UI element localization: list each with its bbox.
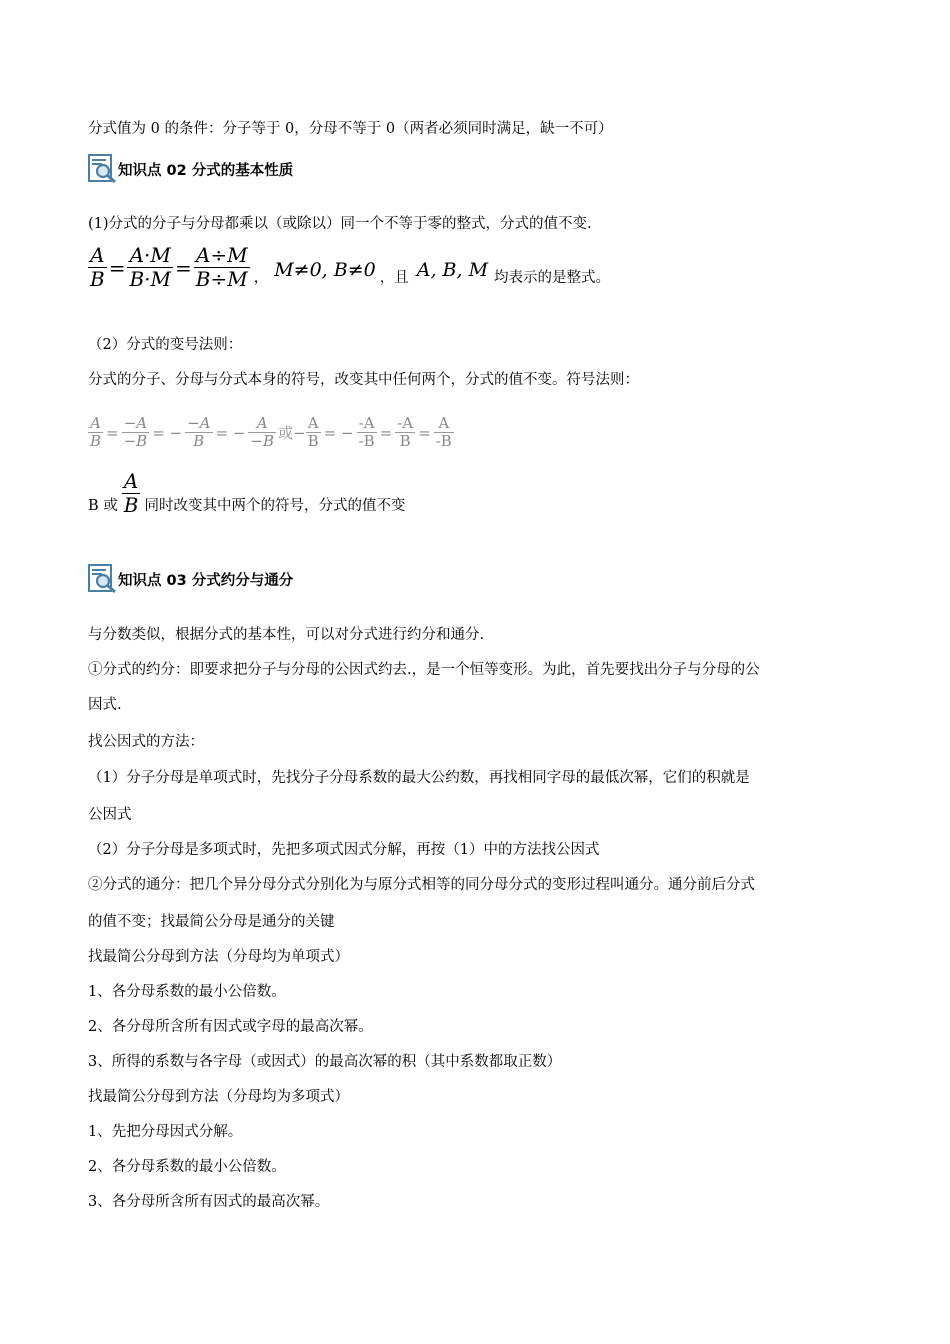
reduction-definition-cont: 因式.	[88, 697, 122, 713]
section-heading-03-label: 知识点 03 分式约分与通分	[118, 573, 294, 589]
fraction-nega-negb: $\frac{-A}{-B}$	[123, 414, 148, 451]
lcd-monomial-step-3: 3、所得的系数与各字母（或因式）的最高次幂的积（其中系数都取正数）	[88, 1054, 562, 1070]
fraction-adivm-bdivm: $\frac{A\div M}{B\div M}$	[195, 243, 248, 291]
variables-abm: A, B, M	[416, 259, 489, 281]
sign-change-note: B 或 $\frac{A}{B}$ 同时改变其中两个的符号，分式的值不变	[88, 469, 406, 517]
common-denominator-definition: ②分式的通分：把几个异分母分式分别化为与原分式相等的同分母分式的变形过程叫通分。通分前后分式	[88, 877, 755, 893]
fraction-upright-nega-negb: $\frac{-A}{-B}$	[358, 414, 375, 451]
lcd-monomial-step-1: 1、各分母系数的最小公倍数。	[88, 984, 286, 1000]
fraction-a-negb: $\frac{A}{-B}$	[250, 414, 275, 451]
lcd-polynomial-step-1: 1、先把分母因式分解。	[88, 1124, 243, 1140]
fraction-upright-nega-b: $\frac{-A}{B}$	[397, 414, 414, 451]
magnifier-doc-icon	[88, 564, 118, 594]
fraction-a-b: $\frac{A}{B}$	[90, 243, 105, 291]
fraction-upright-a-negb: $\frac{A}{-B}$	[435, 414, 452, 451]
zero-condition-text: 分式值为 0 的条件：分子等于 0，分母不等于 0（两者必须同时满足，缺一不可）	[88, 121, 613, 137]
fraction-a-b-large: $\frac{A}{B}$	[123, 469, 139, 517]
section-heading-02-label: 知识点 02 分式的基本性质	[118, 163, 294, 179]
lcd-polynomial-title: 找最简公分母到方法（分母均为多项式）	[88, 1089, 349, 1105]
reduction-intro: 与分数类似，根据分式的基本性，可以对分式进行约分和通分.	[88, 627, 485, 643]
basic-property-formula: $\frac{A}{B}$ = $\frac{A\cdot M}{B\cdot M}$ = $\frac{A\div M}{B\div M}$ ， M≠0, B≠0 ，且 A, B, M 均表示的是整式。	[90, 243, 611, 291]
lcd-polynomial-step-2: 2、各分母系数的最小公倍数。	[88, 1159, 286, 1175]
magnifier-doc-icon	[88, 154, 118, 184]
lcd-monomial-step-2: 2、各分母所含所有因式或字母的最高次幂。	[88, 1019, 373, 1035]
lcd-polynomial-step-3: 3、各分母所含所有因式的最高次幂。	[88, 1194, 330, 1210]
common-factor-monomial-cont: 公因式	[88, 807, 132, 823]
sign-rule-title: （2）分式的变号法则：	[88, 337, 243, 353]
section-heading-03	[88, 560, 293, 590]
common-factor-method-title: 找公因式的方法：	[88, 734, 204, 750]
fraction-upright-a-b: $\frac{A}{B}$	[307, 414, 319, 451]
common-factor-monomial: （1）分子分母是单项式时，先找分子分母系数的最大公约数，再找相同字母的最低次幂，它们的积就是	[88, 770, 750, 786]
condition-m-b: M≠0, B≠0	[274, 259, 376, 281]
fraction-am-bm: $\frac{A\cdot M}{B\cdot M}$	[129, 243, 172, 291]
reduction-definition: ①分式的约分：即要求把分子与分母的公因式约去.，是一个恒等变形。为此，首先要找出分子与分母的公	[88, 662, 760, 678]
fraction-a-b-gray: $\frac{A}{B}$	[90, 414, 102, 451]
common-denominator-definition-cont: 的值不变；找最简公分母是通分的关键	[88, 914, 335, 930]
section-heading-02	[88, 150, 293, 180]
lcd-monomial-title: 找最简公分母到方法（分母均为单项式）	[88, 949, 349, 965]
common-factor-polynomial: （2）分子分母是多项式时，先把多项式因式分解，再按（1）中的方法找公因式	[88, 842, 600, 858]
fraction-nega-b: $\frac{-A}{B}$	[187, 414, 211, 451]
sign-rule-text: 分式的分子、分母与分式本身的符号，改变其中任何两个，分式的值不变。符号法则：	[88, 372, 639, 388]
sign-rule-formula: $\frac{A}{B}$ = $\frac{-A}{-B}$ = − $\frac{-A}{B}$ = − $\frac{A}{-B}$ 或 − $\frac{A}{B}$ = − $\frac{-A}{-B}$ = $\frac{-A}{B}$ = $\frac{A}{-B}$	[90, 414, 452, 451]
basic-property-text: (1)分式的分子与分母都乘以（或除以）同一个不等于零的整式，分式的值不变.	[88, 216, 592, 232]
